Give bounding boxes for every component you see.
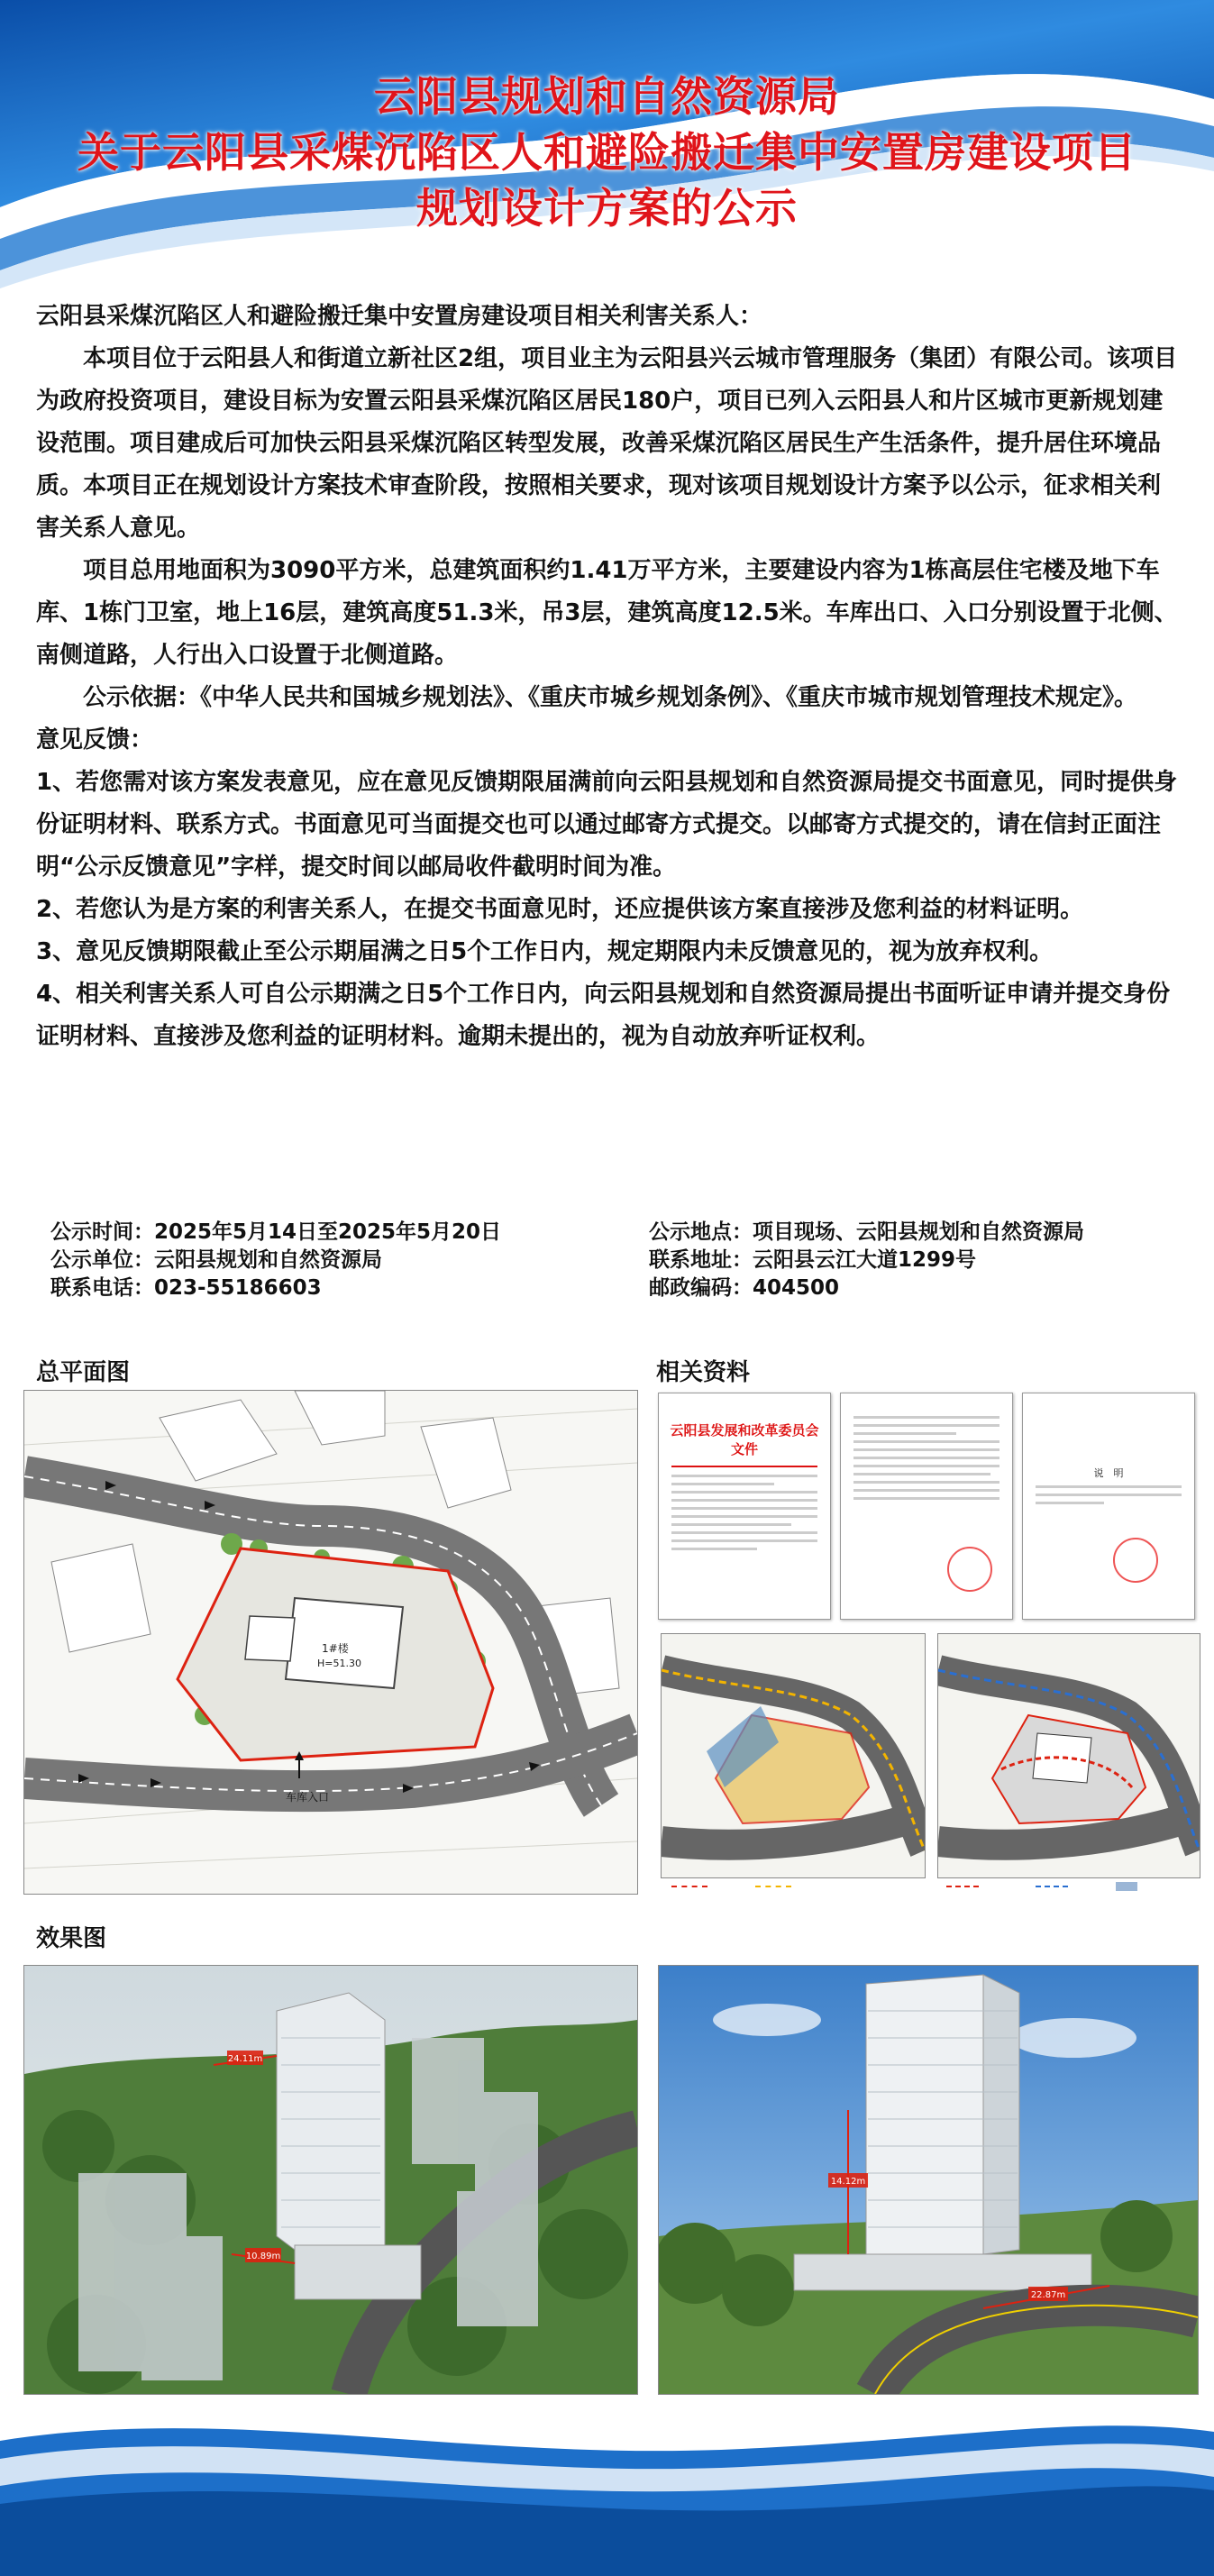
rendering-aerial-view xyxy=(23,1965,638,2395)
title-line-1: 云阳县规划和自然资源局 xyxy=(374,72,840,121)
dimension-label-2: 10.89m xyxy=(245,2252,281,2261)
notice-info-left xyxy=(50,1219,501,1302)
renderings-heading: 效果图 xyxy=(36,1925,107,1952)
paragraph-project-scale: 项目总用地面积为3090平方米，总建筑面积约1.41万平方米，主要建设内容为1栋高层住宅楼及地下车库、1栋门卫室，地上16层，建筑高度51.3米，吊3层，建筑高度12.5米。车库出口、入口分别设置于北侧、南侧道路，人行出入口设置于北侧道路。 xyxy=(36,557,1178,669)
salutation: 云阳县采煤沉陷区人和避险搬迁集中安置房建设项目相关利害关系人： xyxy=(36,303,763,330)
feedback-heading: 意见反馈： xyxy=(36,726,154,754)
feedback-item-3: 3、意见反馈期限截止至公示期届满之日5个工作日内，规定期限内未反馈意见的，视为放弃权利。 xyxy=(36,938,1054,965)
official-seal xyxy=(1113,1538,1158,1583)
feedback-item-1: 1、若您需对该方案发表意见，应在意见反馈期限届满前向云阳县规划和自然资源局提交书面意见，同时提供身份证明材料、联系方式。书面意见可当面提交也可以通过邮寄方式提交。以邮寄方式提交的，请在信封正面注明“公示反馈意见”字样，提交时间以邮局收件截明时间为准。 xyxy=(36,769,1178,881)
footer-wave-background xyxy=(0,2405,1214,2576)
document-3-title: 说 明 xyxy=(1093,1467,1124,1479)
feedback-item-4: 4、相关利害关系人可自公示期满之日5个工作日内，向云阳县规划和自然资源局提出书面听证申请并提交身份证明材料、直接涉及您利益的证明材料。逾期未提出的，视为自动放弃听证权利。 xyxy=(36,981,1171,1050)
feedback-item-2: 2、若您认为是方案的利害关系人，在提交书面意见时，还应提供该方案直接涉及您利益的材料证明。 xyxy=(36,896,1084,923)
contact-address: 联系地址：云阳县云江大道1299号 xyxy=(649,1248,977,1272)
related-materials-heading: 相关资料 xyxy=(656,1359,751,1386)
paragraph-legal-basis: 公示依据：《中华人民共和国城乡规划法》、《重庆市城乡规划条例》、《重庆市城市规划管理技术规定》。 xyxy=(83,684,1138,711)
rendering-street-view xyxy=(658,1965,1199,2395)
document-thumbnail-2 xyxy=(840,1393,1013,1620)
document-thumbnail-3 xyxy=(1022,1393,1195,1620)
site-plan-heading: 总平面图 xyxy=(36,1359,131,1386)
title-line-2: 关于云阳县采煤沉陷区人和避险搬迁集中安置房建设项目 xyxy=(78,128,1136,177)
traffic-analysis-map-2 xyxy=(937,1633,1200,1878)
document-thumbnail-1 xyxy=(658,1393,831,1620)
building-height-label: H=51.30 xyxy=(317,1658,361,1669)
title-line-3: 规划设计方案的公示 xyxy=(416,184,798,233)
garage-entrance-label: 车库入口 xyxy=(286,1791,330,1804)
postcode: 邮政编码：404500 xyxy=(649,1276,840,1300)
notice-time: 公示时间：2025年5月14日至2025年5月20日 xyxy=(50,1220,502,1244)
notice-place: 公示地点：项目现场、云阳县规划和自然资源局 xyxy=(649,1220,1084,1244)
paragraph-project-location: 本项目位于云阳县人和街道立新社区2组，项目业主为云阳县兴云城市管理服务（集团）有限公司。该项目为政府投资项目，建设目标为安置云阳县采煤沉陷区居民180户，项目已列入云阳县人和片区城市更新规划建设范围。项目建成后可加快云阳县采煤沉陷区转型发展，改善采煤沉陷区居民生产生活条件，提升居住环境品质。本项目正在规划设计方案技术审查阶段，按照相关要求，现对该项目规划设计方案予以公示，征求相关利害关系人意见。 xyxy=(36,345,1178,542)
dimension-label-3: 14.12m xyxy=(830,2177,866,2187)
notice-info-right xyxy=(649,1219,1084,1302)
site-plan-image xyxy=(23,1390,638,1895)
map-legend-2 xyxy=(946,1882,1137,1892)
notice-body xyxy=(36,296,1181,1058)
building-label: 1#楼 xyxy=(322,1642,349,1655)
dimension-label-4: 22.87m xyxy=(1030,2290,1066,2300)
contact-phone: 联系电话：023-55186603 xyxy=(50,1276,322,1300)
official-seal xyxy=(947,1547,992,1592)
dimension-label-1: 24.11m xyxy=(227,2054,263,2064)
map-legend-1 xyxy=(671,1882,791,1892)
notice-unit: 公示单位：云阳县规划和自然资源局 xyxy=(50,1248,382,1272)
document-1-header: 云阳县发展和改革委员会文件 xyxy=(670,1422,819,1457)
traffic-analysis-map-1 xyxy=(661,1633,926,1878)
